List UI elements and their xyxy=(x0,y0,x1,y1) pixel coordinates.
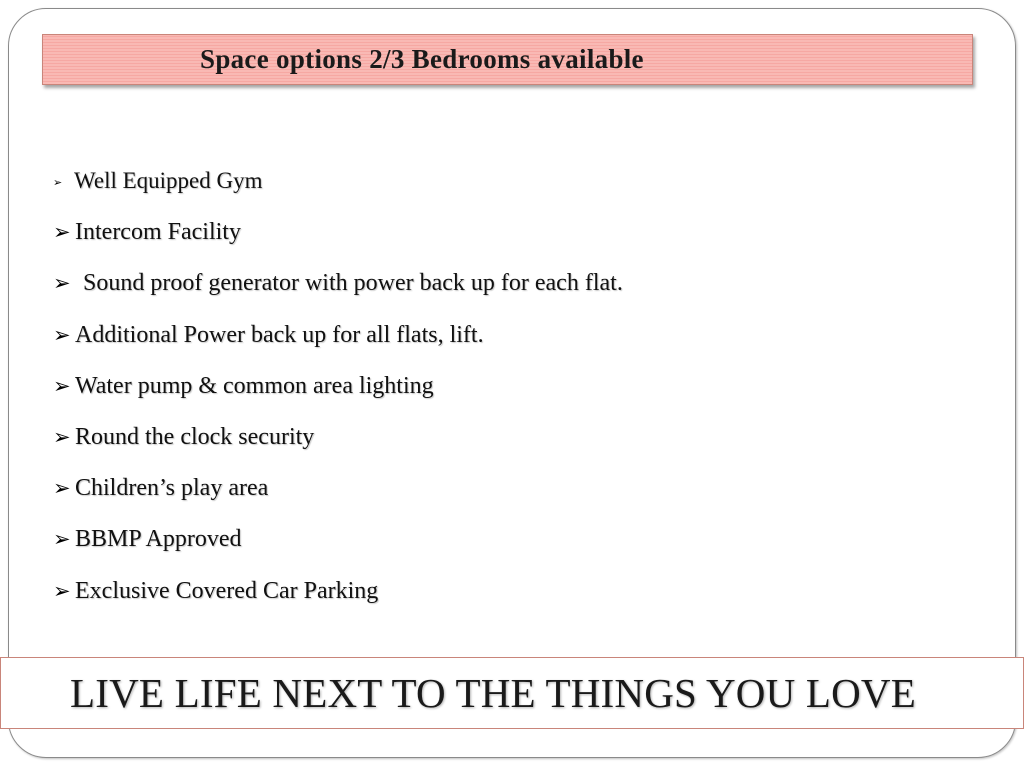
list-item-text: Well Equipped Gym xyxy=(74,168,263,193)
arrow-bullet-icon: ➢ xyxy=(53,322,71,347)
list-item xyxy=(53,578,623,629)
arrow-bullet-icon: ➢ xyxy=(53,578,71,603)
list-item xyxy=(53,475,623,526)
arrow-bullet-icon: ➢ xyxy=(53,177,63,189)
list-item xyxy=(53,322,623,373)
tagline: LIVE LIFE NEXT TO THE THINGS YOU LOVE xyxy=(70,670,916,716)
list-item xyxy=(53,526,623,577)
arrow-bullet-icon: ➢ xyxy=(53,476,71,501)
list-item-text: Water pump & common area lighting xyxy=(75,372,434,399)
slide-title: Space options 2/3 Bedrooms available xyxy=(200,44,644,74)
list-item xyxy=(53,219,623,270)
list-item-text: Round the clock security xyxy=(75,423,315,450)
arrow-bullet-icon: ➢ xyxy=(53,527,71,552)
arrow-bullet-icon: ➢ xyxy=(53,271,71,296)
arrow-bullet-icon: ➢ xyxy=(53,220,71,245)
arrow-bullet-icon: ➢ xyxy=(53,424,71,449)
list-item-text: Additional Power back up for all flats, lift. xyxy=(75,321,484,348)
list-item-text: Exclusive Covered Car Parking xyxy=(75,577,379,604)
arrow-bullet-icon: ➢ xyxy=(53,373,71,398)
list-item-text: Children’s play area xyxy=(75,475,269,502)
title-banner xyxy=(42,34,973,85)
list-item xyxy=(53,270,623,321)
list-item xyxy=(53,424,623,475)
list-item-text: Sound proof generator with power back up for each flat. xyxy=(83,270,623,297)
list-item-text: Intercom Facility xyxy=(75,219,241,246)
amenities-list xyxy=(53,168,623,629)
tagline-banner xyxy=(0,657,1024,729)
list-item xyxy=(53,168,623,219)
list-item xyxy=(53,373,623,424)
list-item-text: BBMP Approved xyxy=(75,526,242,553)
